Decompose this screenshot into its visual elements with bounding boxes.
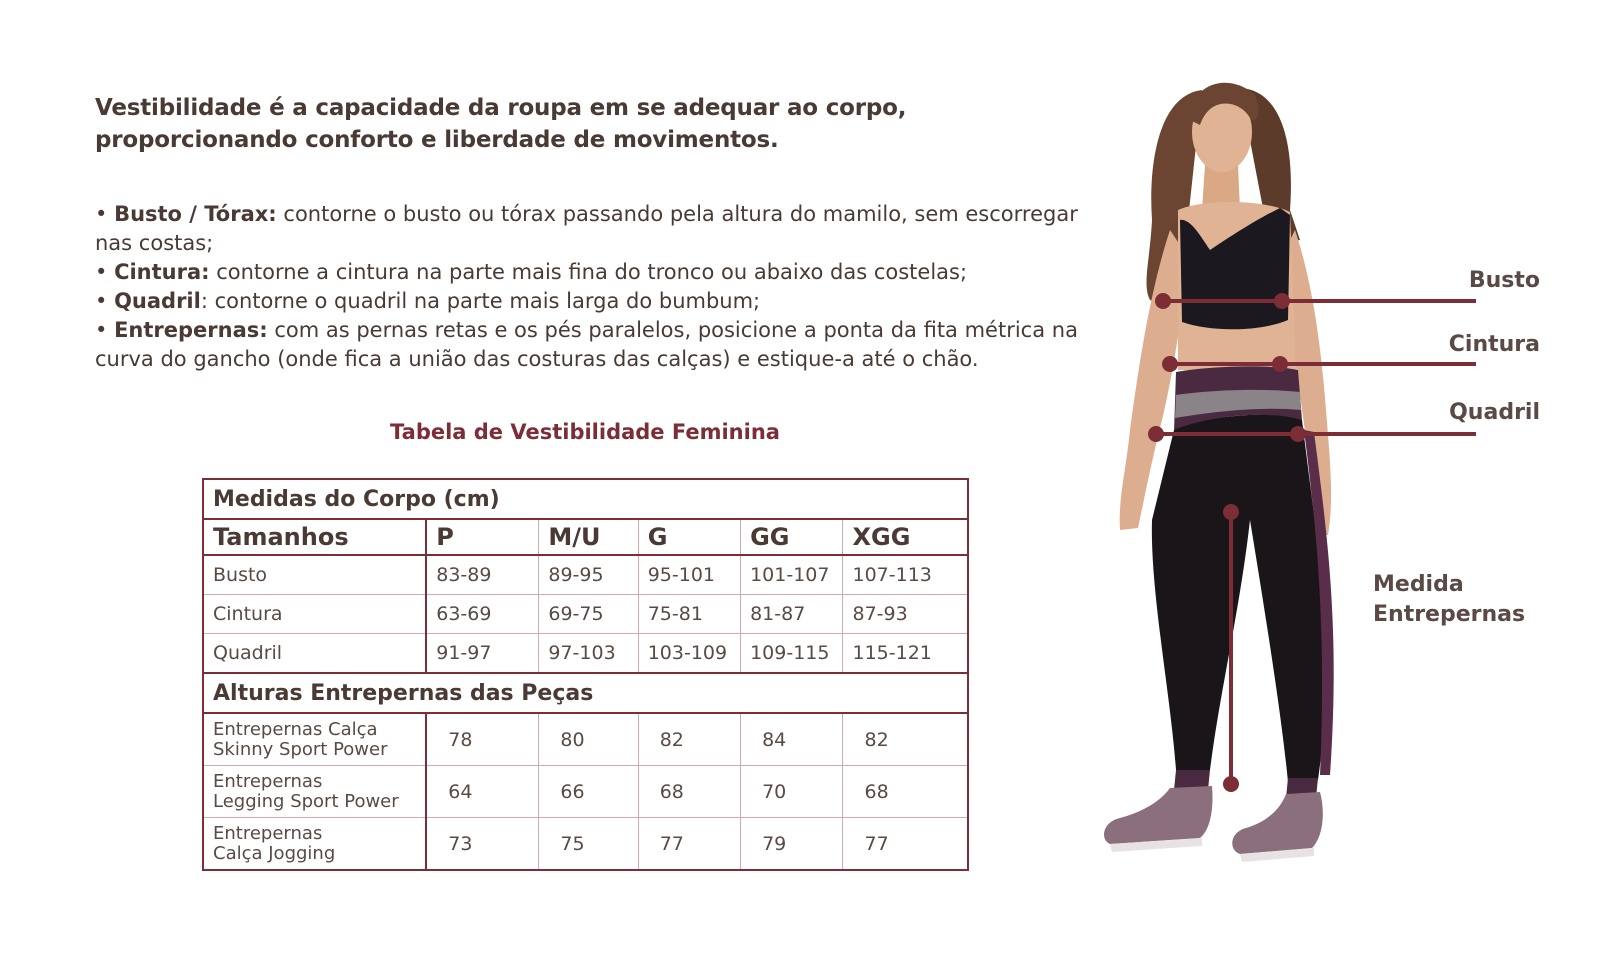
leggings <box>1152 415 1327 782</box>
table-cell: 83-89 <box>426 555 539 595</box>
table-row <box>203 595 968 634</box>
size-table <box>202 478 969 871</box>
header-cell: GG <box>741 519 843 555</box>
table-cell: 97-103 <box>539 634 638 674</box>
instruction-busto: • Busto / Tórax: contorne o busto ou tórax passando pela altura do mamilo, sem escorregar nas costas; <box>95 202 1078 255</box>
table-cell: 84 <box>741 713 843 766</box>
table-row <box>203 766 968 818</box>
right-shoe <box>1232 792 1323 854</box>
label-entrepernas <box>1373 570 1525 630</box>
measurement-instructions <box>95 200 1085 374</box>
label-entrepernas-line1: Medida <box>1373 572 1464 597</box>
row-label-line: Legging Sport Power <box>213 790 399 812</box>
row-label <box>203 818 426 871</box>
table-row <box>203 713 968 766</box>
table-cell: 64 <box>426 766 539 818</box>
table-row <box>203 818 968 871</box>
table-cell: 95-101 <box>638 555 740 595</box>
table-cell: 87-93 <box>843 595 968 634</box>
label-cintura: Cintura <box>1448 332 1540 357</box>
model-figure <box>1090 70 1540 900</box>
table-cell: 77 <box>843 818 968 871</box>
table-cell: 77 <box>638 818 740 871</box>
table-cell: 75-81 <box>638 595 740 634</box>
table-cell: 73 <box>426 818 539 871</box>
table-cell: 70 <box>741 766 843 818</box>
table-cell: 81-87 <box>741 595 843 634</box>
instruction-term: Entrepernas: <box>114 318 268 342</box>
section-heading: Alturas Entrepernas das Peças <box>203 673 968 713</box>
table-row <box>203 634 968 674</box>
row-label-line: Entrepernas Calça <box>213 718 378 740</box>
row-label-line: Calça Jogging <box>213 842 336 864</box>
intro-line-1: Vestibilidade é a capacidade da roupa em se adequar ao corpo, <box>95 95 907 121</box>
table-cell: 68 <box>638 766 740 818</box>
header-cell: G <box>638 519 740 555</box>
table-title: Tabela de Vestibilidade Feminina <box>390 420 780 444</box>
row-label-line: Skinny Sport Power <box>213 738 388 760</box>
left-shoe <box>1104 786 1212 844</box>
instruction-quadril: • Quadril: contorne o quadril na parte mais larga do bumbum; <box>95 289 761 313</box>
instruction-cintura: • Cintura: contorne a cintura na parte mais fina do tronco ou abaixo das costelas; <box>95 260 968 284</box>
instruction-text: contorne o busto ou tórax passando pela altura do mamilo, sem escorregar nas costas; <box>95 202 1078 255</box>
instruction-text: : contorne o quadril na parte mais larga do bumbum; <box>200 289 761 313</box>
row-label-line: Entrepernas <box>213 822 323 844</box>
label-quadril: Quadril <box>1449 400 1540 425</box>
table-cell: 75 <box>539 818 638 871</box>
instruction-term: Quadril <box>114 289 201 313</box>
table-cell: 101-107 <box>741 555 843 595</box>
row-label <box>203 766 426 818</box>
table-cell: 115-121 <box>843 634 968 674</box>
section-row-inseam <box>203 673 968 713</box>
model-illustration <box>1090 70 1530 900</box>
table-cell: 89-95 <box>539 555 638 595</box>
table-row <box>203 555 968 595</box>
table-cell: 109-115 <box>741 634 843 674</box>
row-label: Cintura <box>203 595 426 634</box>
table-cell: 66 <box>539 766 638 818</box>
intro-line-2: proporcionando conforto e liberdade de movimentos. <box>95 127 779 153</box>
table-cell: 82 <box>843 713 968 766</box>
instruction-term: Busto / Tórax: <box>114 202 277 226</box>
table-cell: 68 <box>843 766 968 818</box>
header-cell: M/U <box>539 519 638 555</box>
table-cell: 82 <box>638 713 740 766</box>
row-label: Quadril <box>203 634 426 674</box>
table-cell: 103-109 <box>638 634 740 674</box>
instruction-entrepernas: • Entrepernas: com as pernas retas e os pés paralelos, posicione a ponta da fita métrica na curva do gancho (onde fica a união das costuras das calças) e estique-a até o chão. <box>95 318 1078 371</box>
size-header-row <box>203 519 968 555</box>
intro-paragraph <box>95 92 995 156</box>
row-label-line: Entrepernas <box>213 770 323 792</box>
header-cell: XGG <box>843 519 968 555</box>
table-cell: 63-69 <box>426 595 539 634</box>
table-cell: 78 <box>426 713 539 766</box>
label-entrepernas-line2: Entrepernas <box>1373 602 1526 627</box>
table-cell: 80 <box>539 713 638 766</box>
table-cell: 91-97 <box>426 634 539 674</box>
header-cell: Tamanhos <box>203 519 426 555</box>
table-cell: 69-75 <box>539 595 638 634</box>
instruction-term: Cintura: <box>114 260 210 284</box>
section-heading: Medidas do Corpo (cm) <box>203 479 968 519</box>
section-row-body-measurements <box>203 479 968 519</box>
label-busto: Busto <box>1468 268 1540 293</box>
row-label: Busto <box>203 555 426 595</box>
row-label <box>203 713 426 766</box>
table-cell: 79 <box>741 818 843 871</box>
table-cell: 107-113 <box>843 555 968 595</box>
header-cell: P <box>426 519 539 555</box>
instruction-text: contorne a cintura na parte mais fina do tronco ou abaixo das costelas; <box>209 260 968 284</box>
instruction-text: com as pernas retas e os pés paralelos, posicione a ponta da fita métrica na curva do gancho (onde fica a união das costuras das calças) e estique-a até o chão. <box>95 318 1078 371</box>
